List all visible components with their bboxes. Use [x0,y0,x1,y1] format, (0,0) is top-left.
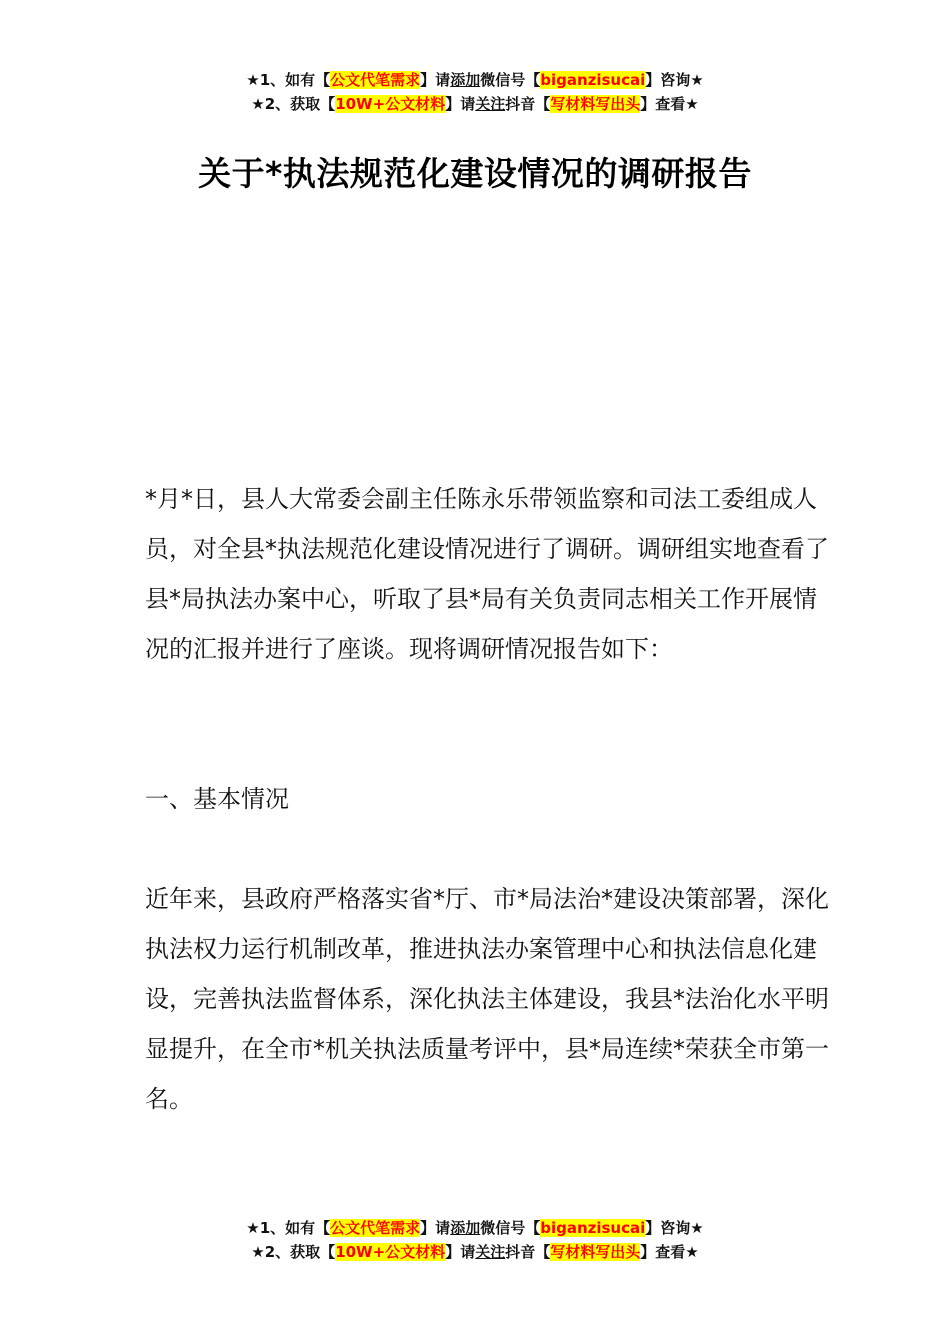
promo-line-1 [0,68,950,92]
promo-line-1 [0,1216,950,1240]
promo-text: ★2、获取【 [251,95,336,113]
promo-highlight: biganzisucai [540,1219,646,1237]
promo-text: 】请 [420,1219,451,1237]
promo-highlight: 公文代笔需求 [330,71,421,89]
promo-text: ★1、如有【 [246,71,331,89]
promo-highlight: biganzisucai [540,71,646,89]
promo-highlight: 公文代笔需求 [330,1219,421,1237]
promo-text: 】请 [420,71,451,89]
promo-line-2 [0,92,950,116]
promo-text: 】请 [445,1243,476,1261]
paragraph-basic-situation: 近年来，县政府严格落实省*厅、市*局法治*建设决策部署，深化执法权力运行机制改革，推进执法办案管理中心和执法信息化建设，完善执法监督体系，深化执法主体建设，我县*法治化水平明显提升，在全市*机关执法质量考评中，县*局连续*荣获全市第一名。 [145,885,829,1113]
promo-text: 】请 [445,95,476,113]
promo-text: 微信号【 [480,71,541,89]
promo-line-2 [0,1240,950,1264]
promo-underline: 添加 [450,71,481,89]
promo-text: ★1、如有【 [246,1219,331,1237]
document-title: 关于*执法规范化建设情况的调研报告 [198,154,752,193]
promo-text: 微信号【 [480,1219,541,1237]
promo-text: 抖音【 [505,95,551,113]
promo-banner-top [0,68,950,116]
section-heading-basic: 一、基本情况 [145,785,289,813]
paragraph-intro: *月*日，县人大常委会副主任陈永乐带领监察和司法工委组成人员，对全县*执法规范化建设情况进行了调研。调研组实地查看了县*局执法办案中心，听取了县*局有关负责同志相关工作开展情况的汇报并进行了座谈。现将调研情况报告如下： [145,485,829,663]
promo-text: 】咨询★ [645,71,704,89]
promo-text: ★2、获取【 [251,1243,336,1261]
promo-text: 抖音【 [505,1243,551,1261]
promo-underline: 添加 [450,1219,481,1237]
promo-highlight: 写材料写出头 [550,1243,641,1261]
promo-text: 】查看★ [640,95,699,113]
promo-banner-bottom [0,1216,950,1264]
promo-highlight: 写材料写出头 [550,95,641,113]
promo-highlight: 10W+公文材料 [335,1243,446,1261]
promo-underline: 关注 [475,1243,506,1261]
promo-highlight: 10W+公文材料 [335,95,446,113]
promo-underline: 关注 [475,95,506,113]
promo-text: 】咨询★ [645,1219,704,1237]
promo-text: 】查看★ [640,1243,699,1261]
